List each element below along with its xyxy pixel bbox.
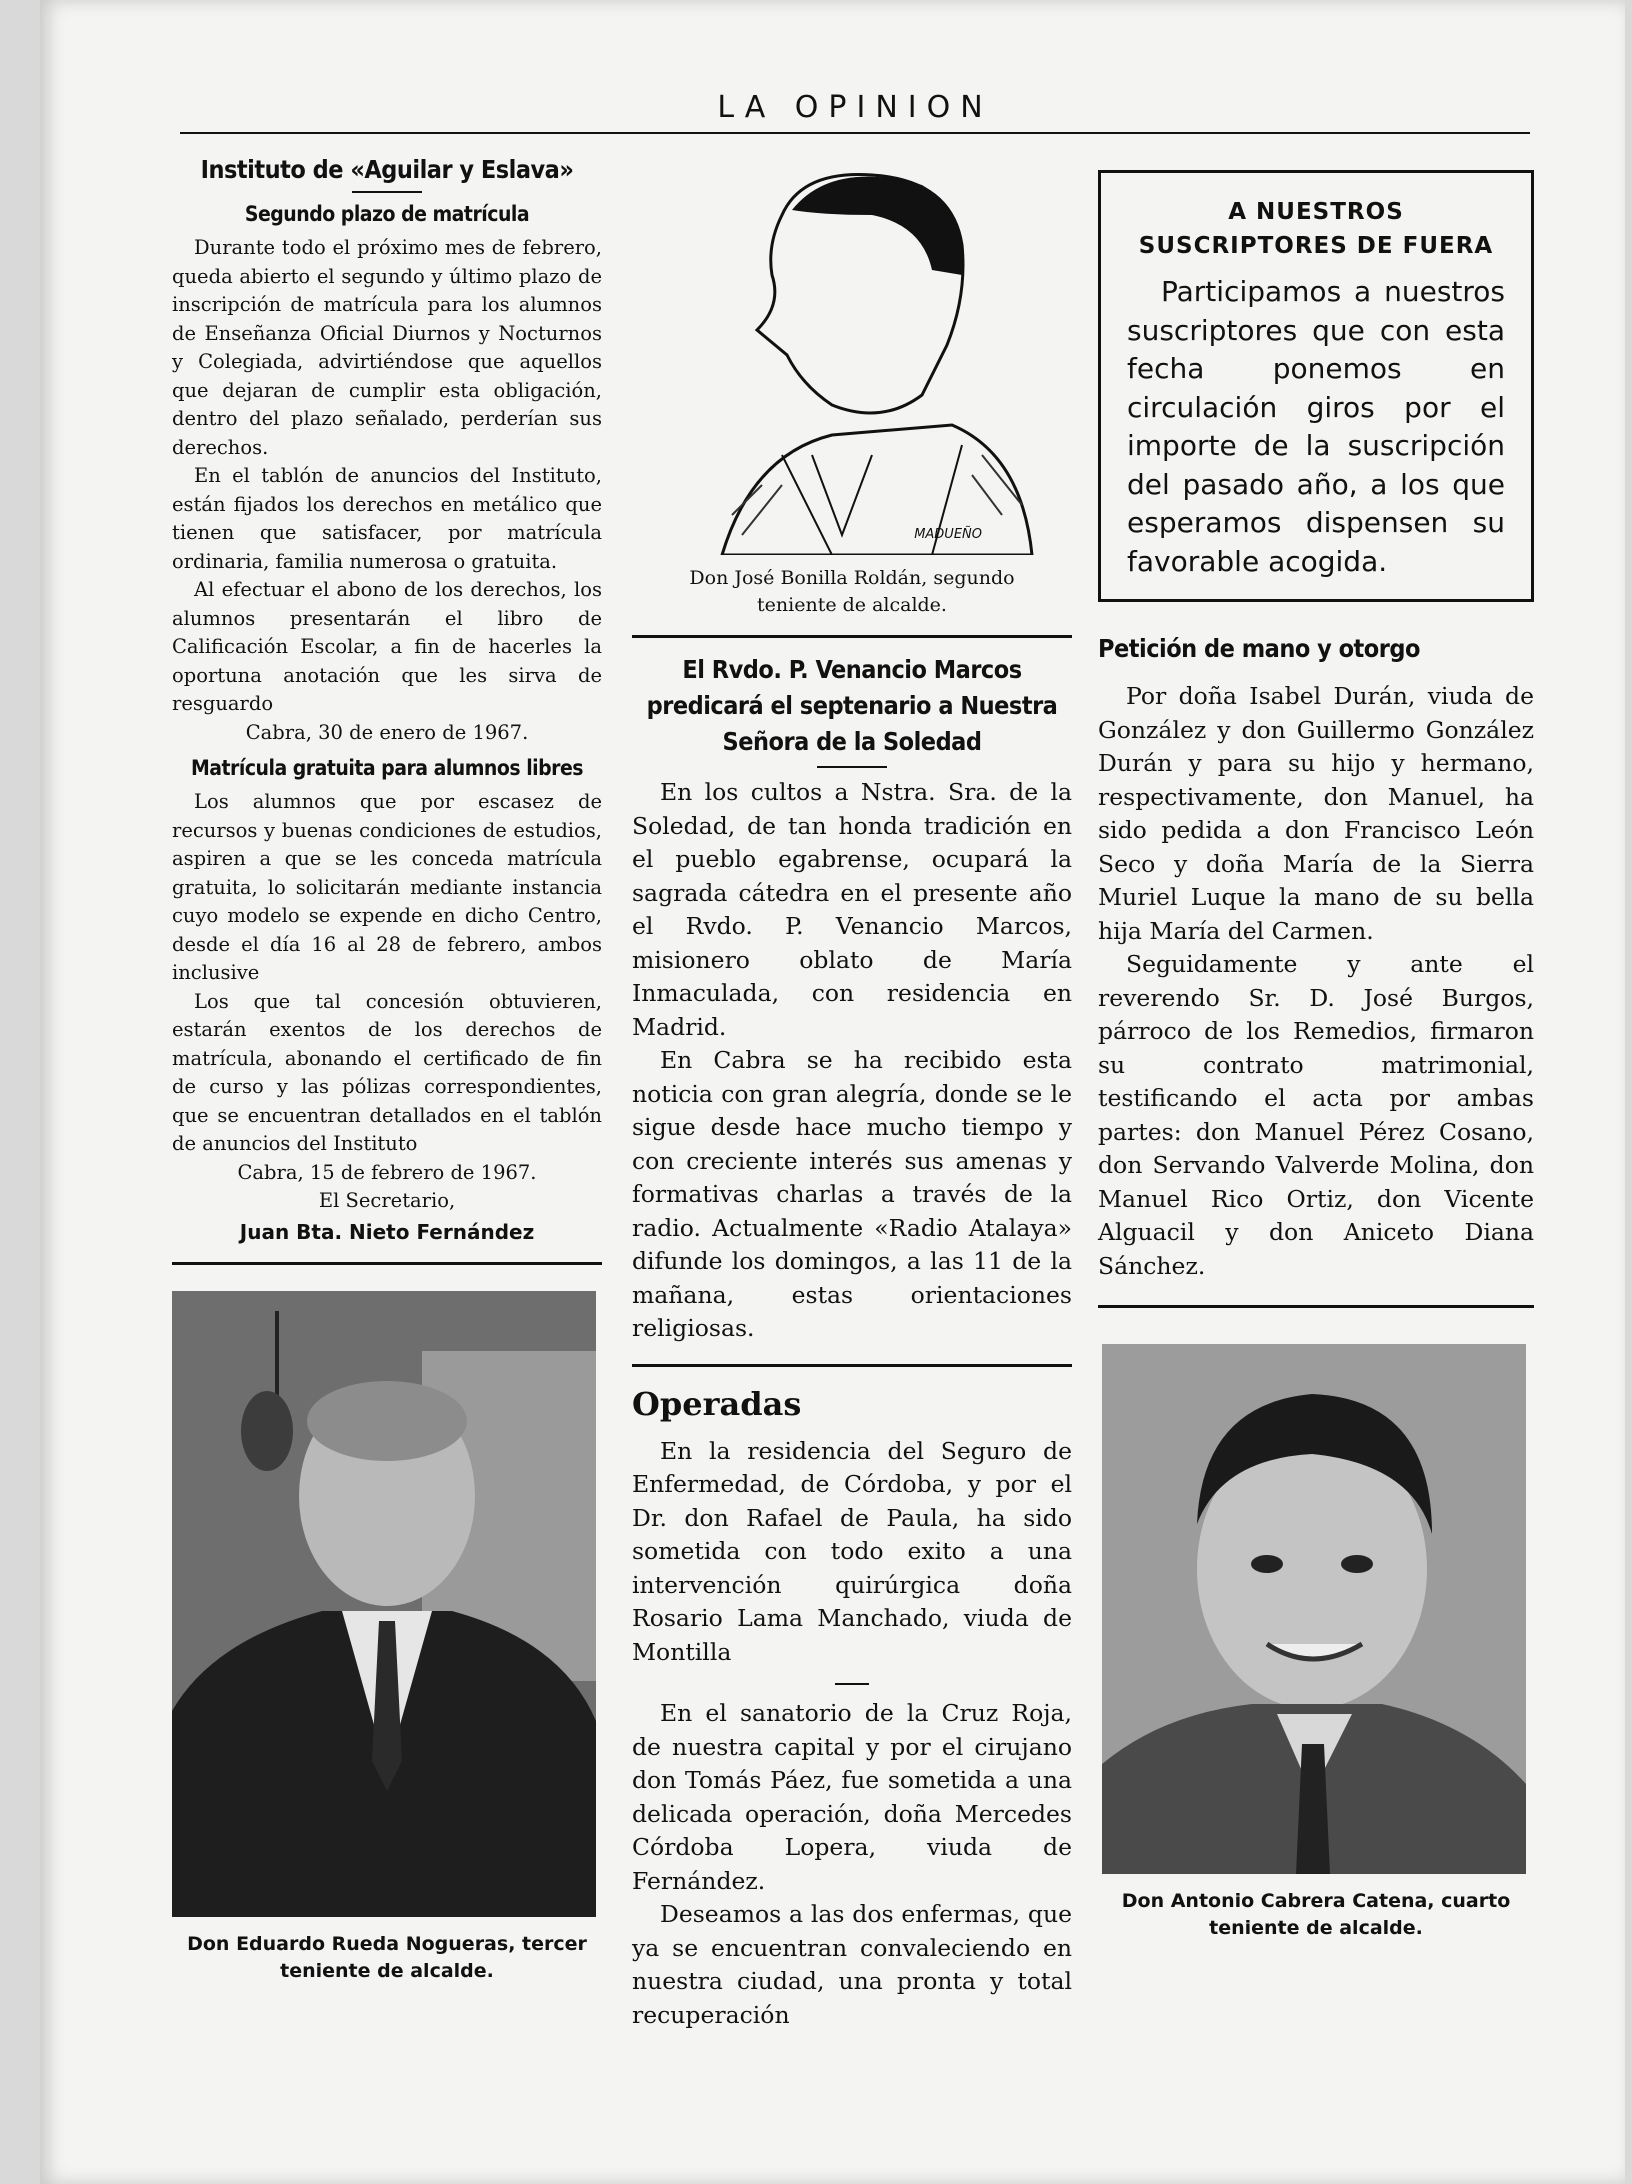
artist-signature: MADUEÑO — [914, 527, 982, 542]
paragraph: Al efectuar el abono de los derechos, los alumnos presentarán el libro de Calificación Escolar, a fin de hacerles la oportuna anotación que les sirva de resguardo — [172, 578, 602, 715]
divider — [835, 1683, 869, 1685]
paragraph: En Cabra se ha recibido esta noticia con gran alegría, donde se le sigue desde hace mucho tiempo y con creciente interés sus amenas y formativas charlas a través de la radio. Actualmente «Radio Atalaya» difunde los domingos, a las 11 de la mañana, estas orientaciones religiosas. — [632, 1046, 1072, 1342]
paragraph: En los cultos a Nstra. Sra. de la Soledad, de tan honda tradición en el pueblo egabrense, ocupará la sagrada cátedra en el presente año el Rvdo. P. Venancio Marcos, misionero oblato de María Inmaculada, con residencia en Madrid. — [632, 778, 1072, 1041]
masthead: LA OPINION — [717, 90, 993, 125]
newspaper-page — [40, 0, 1625, 2184]
portrait-photo-rueda — [172, 1291, 596, 1917]
divider — [817, 766, 887, 768]
operadas-headline: Operadas — [632, 1384, 802, 1423]
paragraph: Deseamos a las dos enfermas, que ya se encuentran convaleciendo en nuestra ciudad, una pronta y total recuperación — [632, 1900, 1072, 2029]
dateline: Cabra, 30 de enero de 1967. — [245, 720, 529, 744]
peticion-headline: Petición de mano y otorgo — [1098, 634, 1420, 663]
instituto-headline: Instituto de «Aguilar y Eslava» — [200, 155, 574, 184]
dateline: Cabra, 15 de febrero de 1967. — [237, 1160, 537, 1184]
section-rule — [1098, 1305, 1534, 1308]
section-rule — [632, 1364, 1072, 1367]
paragraph: Por doña Isabel Durán, viuda de González y don Guillermo González Durán y para su hijo y hermano, respectivamente, don Manuel, ha sido pedida a don Francisco León Seco y doña María de la Sierra Muriel Luque la mano de su bella hija María del Carmen. — [1098, 682, 1534, 945]
matricula-article-body — [172, 788, 602, 1216]
secretary-signature: Juan Bta. Nieto Fernández — [239, 1219, 535, 1244]
section-rule — [172, 1262, 602, 1265]
paragraph: Participamos a nuestros suscriptores que con esta fecha ponemos en circulación giros por el importe de la suscripción del pasado año, a los que esperamos dispensen su favorable acogida. — [1127, 275, 1505, 578]
divider — [352, 191, 422, 193]
instituto-article-body — [172, 234, 602, 747]
paragraph: Seguidamente y ante el reverendo Sr. D. José Burgos, párroco de los Remedios, firmaron su contrato matrimonial, testificando el acta por ambas partes: don Manuel Pérez Cosano, don Servando Valverde Molina, don Manuel Rico Ortiz, don Vicente Alguacil y don Aniceto Diana Sánchez. — [1098, 950, 1534, 1280]
paragraph: En el sanatorio de la Cruz Roja, de nuestra capital y por el cirujano don Tomás Páez, fue sometida a una delicada operación, doña Mercedes Córdoba Lopera, viuda de Fernández. — [632, 1699, 1072, 1895]
subscribers-notice-box — [1098, 170, 1534, 602]
masthead-rule — [180, 132, 1530, 134]
drawing-bonilla — [632, 155, 1072, 555]
paragraph: En el tablón de anuncios del Instituto, están fijados los derechos en metálico que tienen que satisfacer, por matrícula ordinaria, familia numerosa o gratuita. — [172, 464, 602, 573]
venancio-article-body — [632, 776, 1072, 1346]
column-left — [172, 155, 602, 1985]
column-middle — [632, 155, 1072, 2032]
paragraph: Durante todo el próximo mes de febrero, queda abierto el segundo y último plazo de inscripción de matrícula para los alumnos de Enseñanza Oficial Diurnos y Nocturnos y Colegiada, advirtiéndose que aquellos que dejaran de cumplir esta obligación, dentro del plazo señalado, perderían sus derechos. — [172, 236, 602, 459]
section-rule — [632, 635, 1072, 638]
portrait-cabrera-image — [1102, 1344, 1526, 1874]
peticion-article-body — [1098, 680, 1534, 1283]
operadas-article-body — [632, 1435, 1072, 2033]
caption-cabrera: Don Antonio Cabrera Catena, cuarto teniente de alcalde. — [1121, 1890, 1511, 1939]
segundo-plazo-subhead: Segundo plazo de matrícula — [244, 202, 530, 226]
paragraph: Los que tal concesión obtuvieren, estarán exentos de los derechos de matrícula, abonando el certificado de fin de curso y las pólizas correspondientes, que se encuentran detallados en el tablón de anuncios del Instituto — [172, 989, 602, 1155]
column-right — [1098, 170, 1534, 1942]
notice-title: A NUESTROS SUSCRIPTORES DE FUERA — [1138, 199, 1494, 259]
venancio-headline: El Rvdo. P. Venancio Marcos predicará el septenario a Nuestra Señora de la Soledad — [646, 655, 1058, 756]
portrait-drawing-bonilla — [632, 155, 1072, 555]
caption-rueda: Don Eduardo Rueda Nogueras, tercer teniente de alcalde. — [187, 1932, 587, 1982]
portrait-photo-cabrera — [1102, 1344, 1526, 1874]
portrait-rueda-image — [172, 1291, 596, 1917]
caption-bonilla: Don José Bonilla Roldán, segundo teniente de alcalde. — [689, 567, 1015, 616]
secretary-label: El Secretario, — [318, 1189, 456, 1212]
notice-body — [1127, 273, 1505, 581]
matricula-gratuita-subhead: Matrícula gratuita para alumnos libres — [190, 756, 584, 780]
paragraph: Los alumnos que por escasez de recursos y buenas condiciones de estudios, aspiren a que se les conceda matrícula gratuita, lo solicitarán mediante instancia cuyo modelo se expende en dicho Centro, desde el día 16 al 28 de febrero, ambos inclusive — [172, 790, 602, 984]
paragraph: En la residencia del Seguro de Enfermedad, de Córdoba, y por el Dr. don Rafael de Paula, ha sido sometida con todo exito a una intervención quirúrgica doña Rosario Lama Manchado, viuda de Montilla — [632, 1436, 1072, 1666]
